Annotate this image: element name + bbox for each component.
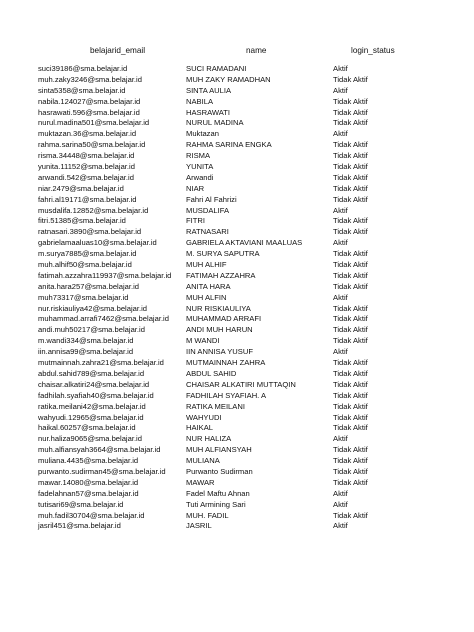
table-row (0, 271, 474, 282)
cell-name: HAIKAL (186, 423, 214, 433)
table-row (0, 336, 474, 347)
cell-name: MUSDALIFA (186, 205, 230, 215)
cell-login-status: Tidak Aktif (333, 151, 368, 161)
cell-login-status: Tidak Aktif (333, 510, 368, 520)
cell-login-status: Aktif (333, 488, 348, 498)
cell-email: fatimah.azzahra119937@sma.belajar.id (38, 270, 172, 280)
cell-name: M WANDI (186, 336, 220, 346)
cell-email: mutmainnah.zahra21@sma.belajar.id (38, 358, 164, 368)
cell-name: NUR HALIZA (186, 434, 232, 444)
cell-login-status: Tidak Aktif (333, 118, 368, 128)
cell-login-status: Aktif (333, 238, 348, 248)
table-row (0, 97, 474, 108)
header-login-status: login_status (351, 46, 395, 55)
cell-email: muh73317@sma.belajar.id (38, 292, 129, 302)
cell-login-status: Tidak Aktif (333, 390, 368, 400)
cell-name: ANDI MUH HARUN (186, 325, 253, 335)
table-row (0, 391, 474, 402)
cell-email: hasrawati.596@sma.belajar.id (38, 107, 140, 117)
cell-name: FADHILAH SYAFIAH. A (186, 390, 267, 400)
cell-name: Tuti Armining Sari (186, 499, 246, 509)
table-row (0, 423, 474, 434)
cell-login-status: Tidak Aktif (333, 466, 368, 476)
cell-login-status: Tidak Aktif (333, 314, 368, 324)
table-row (0, 467, 474, 478)
table-body (0, 64, 474, 532)
cell-name: NABILA (186, 96, 214, 106)
cell-email: purwanto.sudirman45@sma.belajar.id (38, 466, 166, 476)
cell-name: FITRI (186, 216, 205, 226)
cell-email: yunita.11152@sma.belajar.id (38, 162, 135, 172)
cell-name: RISMA (186, 151, 211, 161)
cell-login-status: Aktif (333, 521, 348, 531)
cell-name: MUH ALFIANSYAH (186, 445, 252, 455)
cell-name: Purwanto Sudirman (186, 466, 253, 476)
cell-name: WAHYUDI (186, 412, 222, 422)
cell-name: MUH ALFIN (186, 292, 227, 302)
cell-name: ANITA HARA (186, 281, 231, 291)
cell-login-status: Aktif (333, 85, 348, 95)
cell-login-status: Tidak Aktif (333, 336, 368, 346)
table-row (0, 216, 474, 227)
cell-name: NIAR (186, 183, 205, 193)
cell-email: muh.zaky3246@sma.belajar.id (38, 74, 142, 84)
table-row (0, 260, 474, 271)
cell-login-status: Tidak Aktif (333, 368, 368, 378)
cell-name: RATIKA MEILANI (186, 401, 245, 411)
cell-name: JASRIL (186, 521, 212, 531)
cell-login-status: Aktif (333, 205, 348, 215)
table-row (0, 402, 474, 413)
cell-email: muh.fadil30704@sma.belajar.id (38, 510, 145, 520)
cell-name: MUTMAINNAH ZAHRA (186, 358, 266, 368)
cell-login-status: Tidak Aktif (333, 216, 368, 226)
cell-login-status: Tidak Aktif (333, 74, 368, 84)
table-row (0, 249, 474, 260)
cell-login-status: Tidak Aktif (333, 140, 368, 150)
table-row (0, 118, 474, 129)
table-row (0, 64, 474, 75)
cell-login-status: Tidak Aktif (333, 379, 368, 389)
cell-login-status: Aktif (333, 64, 348, 73)
cell-login-status: Tidak Aktif (333, 423, 368, 433)
cell-email: fadhilah.syafiah40@sma.belajar.id (38, 390, 154, 400)
cell-login-status: Tidak Aktif (333, 107, 368, 117)
cell-email: nabila.124027@sma.belajar.id (38, 96, 141, 106)
cell-name: Muktazan (186, 129, 219, 139)
cell-email: nurul.madina501@sma.belajar.id (38, 118, 150, 128)
cell-login-status: Tidak Aktif (333, 412, 368, 422)
cell-email: rahma.sarina50@sma.belajar.id (38, 140, 146, 150)
table-row (0, 478, 474, 489)
cell-name: MUH ZAKY RAMADHAN (186, 74, 271, 84)
cell-email: jasril451@sma.belajar.id (38, 521, 121, 531)
table-row (0, 347, 474, 358)
cell-name: SINTA AULIA (186, 85, 232, 95)
cell-login-status: Aktif (333, 129, 348, 139)
cell-name: RATNASARI (186, 227, 229, 237)
cell-name: ABDUL SAHID (186, 368, 237, 378)
table-row (0, 162, 474, 173)
cell-login-status: Tidak Aktif (333, 401, 368, 411)
table-row (0, 151, 474, 162)
cell-login-status: Tidak Aktif (333, 260, 368, 270)
table-row (0, 227, 474, 238)
cell-name: M. SURYA SAPUTRA (186, 249, 260, 259)
cell-name: NUR RISKIAULIYA (186, 303, 251, 313)
cell-email: mawar.14080@sma.belajar.id (38, 477, 139, 487)
cell-login-status: Tidak Aktif (333, 183, 368, 193)
table-row (0, 358, 474, 369)
cell-name: YUNITA (186, 162, 214, 172)
cell-email: muh.alhif50@sma.belajar.id (38, 260, 132, 270)
table-row (0, 140, 474, 151)
cell-email: tutisari69@sma.belajar.id (38, 499, 124, 509)
cell-login-status: Tidak Aktif (333, 162, 368, 172)
table-row (0, 108, 474, 119)
table-row (0, 434, 474, 445)
cell-login-status: Tidak Aktif (333, 456, 368, 466)
table-row (0, 282, 474, 293)
cell-name: HASRAWATI (186, 107, 231, 117)
cell-login-status: Tidak Aktif (333, 270, 368, 280)
cell-email: nur.haliza9065@sma.belajar.id (38, 434, 142, 444)
cell-login-status: Tidak Aktif (333, 445, 368, 455)
cell-email: ratika.meilani42@sma.belajar.id (38, 401, 146, 411)
cell-login-status: Aktif (333, 347, 348, 357)
cell-email: risma.34448@sma.belajar.id (38, 151, 135, 161)
cell-email: andi.muh50217@sma.belajar.id (38, 325, 145, 335)
cell-name: FATIMAH AZZAHRA (186, 270, 256, 280)
cell-email: fahri.al19171@sma.belajar.id (38, 194, 137, 204)
cell-email: muktazan.36@sma.belajar.id (38, 129, 137, 139)
cell-email: abdul.sahid789@sma.belajar.id (38, 368, 145, 378)
cell-email: ratnasari.3890@sma.belajar.id (38, 227, 142, 237)
table-row (0, 75, 474, 86)
cell-name: CHAISAR ALKATIRI MUTTAQIN (186, 379, 296, 389)
cell-login-status: Tidak Aktif (333, 172, 368, 182)
cell-name: SUCI RAMADANI (186, 64, 247, 73)
cell-email: anita.hara257@sma.belajar.id (38, 281, 140, 291)
table-row (0, 325, 474, 336)
cell-login-status: Tidak Aktif (333, 303, 368, 313)
cell-email: iin.annisa99@sma.belajar.id (38, 347, 134, 357)
table-row (0, 314, 474, 325)
cell-email: fitri.51385@sma.belajar.id (38, 216, 126, 226)
cell-email: gabrielamaaluas10@sma.belajar.id (38, 238, 157, 248)
cell-name: Arwandi (186, 172, 214, 182)
table-row (0, 445, 474, 456)
header-name: name (246, 46, 267, 55)
table-row (0, 184, 474, 195)
table-row (0, 489, 474, 500)
header-email: belajarid_email (90, 46, 146, 55)
cell-name: MUH. FADIL (186, 510, 229, 520)
cell-email: muhammad.arrafi7462@sma.belajar.id (38, 314, 169, 324)
cell-email: sinta5358@sma.belajar.id (38, 85, 126, 95)
table-row (0, 380, 474, 391)
cell-name: MULIANA (186, 456, 220, 466)
table-row (0, 86, 474, 97)
cell-email: suci39186@sma.belajar.id (38, 64, 128, 73)
cell-login-status: Aktif (333, 434, 348, 444)
cell-name: MUHAMMAD ARRAFI (186, 314, 262, 324)
cell-name: NURUL MADINA (186, 118, 244, 128)
cell-email: nur.riskiauliya42@sma.belajar.id (38, 303, 148, 313)
cell-login-status: Tidak Aktif (333, 358, 368, 368)
table-row (0, 173, 474, 184)
cell-email: musdalifa.12852@sma.belajar.id (38, 205, 149, 215)
table-row (0, 413, 474, 424)
table-header (0, 46, 474, 58)
table-row (0, 500, 474, 511)
cell-email: m.surya7885@sma.belajar.id (38, 249, 137, 259)
cell-email: niar.2479@sma.belajar.id (38, 183, 124, 193)
cell-email: m.wandi334@sma.belajar.id (38, 336, 134, 346)
table-row (0, 293, 474, 304)
cell-login-status: Tidak Aktif (333, 281, 368, 291)
cell-login-status: Tidak Aktif (333, 194, 368, 204)
table-row (0, 369, 474, 380)
cell-login-status: Tidak Aktif (333, 477, 368, 487)
cell-email: muliana.4435@sma.belajar.id (38, 456, 139, 466)
table-row (0, 195, 474, 206)
cell-login-status: Tidak Aktif (333, 325, 368, 335)
cell-login-status: Aktif (333, 292, 348, 302)
table-row (0, 238, 474, 249)
cell-email: arwandi.542@sma.belajar.id (38, 172, 134, 182)
table-row (0, 521, 474, 532)
table-row (0, 456, 474, 467)
cell-email: chaisar.alkatiri24@sma.belajar.id (38, 379, 150, 389)
cell-name: Fahri Al Fahrizi (186, 194, 237, 204)
table-row (0, 511, 474, 522)
cell-login-status: Tidak Aktif (333, 227, 368, 237)
cell-email: haikal.60257@sma.belajar.id (38, 423, 136, 433)
table-row (0, 206, 474, 217)
cell-email: muh.alfiansyah3664@sma.belajar.id (38, 445, 161, 455)
cell-login-status: Tidak Aktif (333, 249, 368, 259)
cell-name: IIN ANNISA YUSUF (186, 347, 253, 357)
cell-name: MUH ALHIF (186, 260, 227, 270)
table-row (0, 129, 474, 140)
cell-login-status: Tidak Aktif (333, 96, 368, 106)
cell-name: Fadel Maftu Ahnan (186, 488, 250, 498)
cell-email: fadelahnan57@sma.belajar.id (38, 488, 139, 498)
cell-email: wahyudi.12965@sma.belajar.id (38, 412, 144, 422)
cell-name: GABRIELA AKTAVIANI MAALUAS (186, 238, 303, 248)
cell-login-status: Aktif (333, 499, 348, 509)
cell-name: RAHMA SARINA ENGKA (186, 140, 272, 150)
table-row (0, 304, 474, 315)
cell-name: MAWAR (186, 477, 215, 487)
